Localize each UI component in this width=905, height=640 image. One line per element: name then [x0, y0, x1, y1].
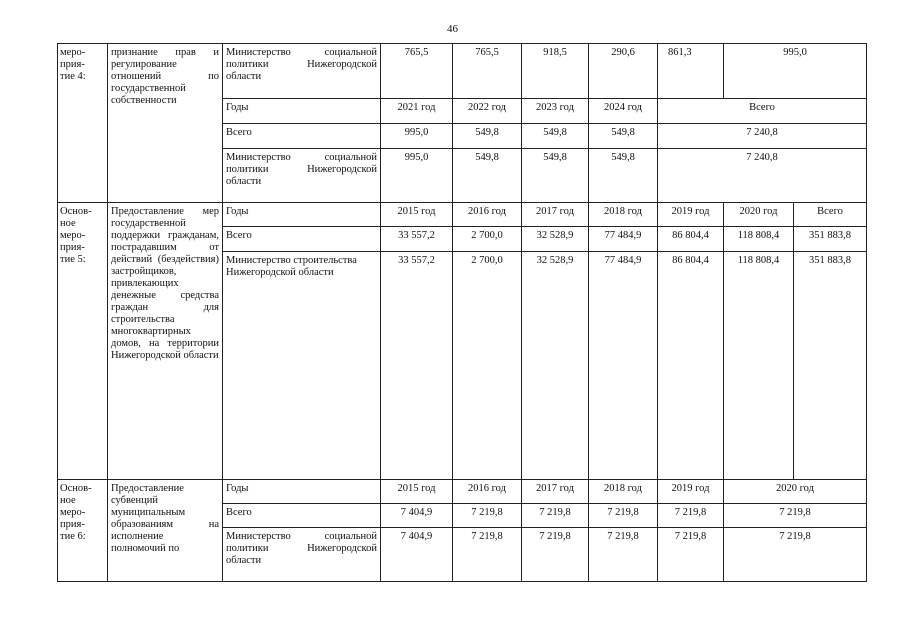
- value-cell: 32 528,9: [522, 227, 589, 252]
- value-cell: 7 219,8: [522, 504, 589, 528]
- value-cell: 995,0: [724, 44, 867, 99]
- page-number: 46: [447, 23, 458, 35]
- table-row: [58, 44, 867, 99]
- year-header: 2024 год: [589, 99, 658, 124]
- value-cell: 2 700,0: [453, 252, 522, 480]
- year-header: 2020 год: [724, 203, 794, 227]
- value-cell: 995,0: [381, 124, 453, 149]
- measure-desc-6: Предоставление субвенций муниципальным образованиям на исполнение полномочий по: [108, 480, 223, 582]
- value-cell: 549,8: [453, 124, 522, 149]
- years-label: Годы: [223, 203, 381, 227]
- value-cell: 765,5: [453, 44, 522, 99]
- year-header: 2018 год: [589, 203, 658, 227]
- value-cell: 33 557,2: [381, 252, 453, 480]
- value-cell: 7 219,8: [724, 528, 867, 582]
- measure-label-5: Основ- ное меро- прия- тие 5:: [58, 203, 108, 480]
- value-cell: 7 219,8: [522, 528, 589, 582]
- value-cell: 32 528,9: [522, 252, 589, 480]
- measure-label-4: меро- прия- тие 4:: [58, 44, 108, 203]
- year-header: 2020 год: [724, 480, 867, 504]
- funding-table: [57, 43, 867, 582]
- value-cell: 2 700,0: [453, 227, 522, 252]
- year-header: 2016 год: [453, 203, 522, 227]
- total-label: Всего: [223, 227, 381, 252]
- year-header: 2015 год: [381, 480, 453, 504]
- value-cell: 290,6: [589, 44, 658, 99]
- total-value: 351 883,8: [794, 252, 867, 480]
- value-cell: 7 219,8: [658, 504, 724, 528]
- year-header: 2015 год: [381, 203, 453, 227]
- ministry-name: Министерство социальной политики Нижегородской области: [223, 528, 381, 582]
- value-cell: 33 557,2: [381, 227, 453, 252]
- total-label: Всего: [223, 504, 381, 528]
- total-value: 351 883,8: [794, 227, 867, 252]
- value-cell: 86 804,4: [658, 252, 724, 480]
- years-label: Годы: [223, 99, 381, 124]
- value-cell: 549,8: [522, 149, 589, 203]
- value-cell: 7 404,9: [381, 504, 453, 528]
- total-header: Всего: [658, 99, 867, 124]
- year-header: 2021 год: [381, 99, 453, 124]
- year-header: 2017 год: [522, 203, 589, 227]
- total-value: 7 240,8: [658, 149, 867, 203]
- value-cell: 7 219,8: [589, 528, 658, 582]
- value-cell: 549,8: [522, 124, 589, 149]
- value-cell: 77 484,9: [589, 252, 658, 480]
- value-cell: 7 219,8: [724, 504, 867, 528]
- total-header: Всего: [794, 203, 867, 227]
- value-cell: 7 219,8: [453, 528, 522, 582]
- value-cell: 765,5: [381, 44, 453, 99]
- year-header: 2023 год: [522, 99, 589, 124]
- value-cell: 118 808,4: [724, 252, 794, 480]
- value-cell: 86 804,4: [658, 227, 724, 252]
- measure-desc-4: признание прав и регулирование отношений по государственной собственности: [108, 44, 223, 203]
- ministry-name: Министерство социальной политики Нижегородской области: [223, 44, 381, 99]
- value-cell: 118 808,4: [724, 227, 794, 252]
- table-row: [58, 480, 867, 504]
- year-header: 2018 год: [589, 480, 658, 504]
- total-value: 7 240,8: [658, 124, 867, 149]
- value-cell: 549,8: [453, 149, 522, 203]
- value-cell: 861,3: [658, 44, 724, 99]
- value-cell: 7 219,8: [453, 504, 522, 528]
- value-cell: 995,0: [381, 149, 453, 203]
- measure-desc-5: Предоставление мер государственной поддержки гражданам, пострадавшим от действий (бездействия) застройщиков, привлекающих денежные средства граждан для строительства многоквартирных домов, на территории Нижегородской области: [108, 203, 223, 480]
- year-header: 2022 год: [453, 99, 522, 124]
- value-cell: 918,5: [522, 44, 589, 99]
- ministry-name: Министерство строительства Нижегородской области: [223, 252, 381, 480]
- year-header: 2019 год: [658, 203, 724, 227]
- year-header: 2017 год: [522, 480, 589, 504]
- value-cell: 549,8: [589, 149, 658, 203]
- year-header: 2019 год: [658, 480, 724, 504]
- value-cell: 77 484,9: [589, 227, 658, 252]
- year-header: 2016 год: [453, 480, 522, 504]
- measure-label-6: Основ- ное меро- прия- тие 6:: [58, 480, 108, 582]
- years-label: Годы: [223, 480, 381, 504]
- table-row: [58, 203, 867, 227]
- total-label: Всего: [223, 124, 381, 149]
- ministry-name: Министерство социальной политики Нижегородской области: [223, 149, 381, 203]
- value-cell: 7 404,9: [381, 528, 453, 582]
- value-cell: 7 219,8: [589, 504, 658, 528]
- value-cell: 549,8: [589, 124, 658, 149]
- value-cell: 7 219,8: [658, 528, 724, 582]
